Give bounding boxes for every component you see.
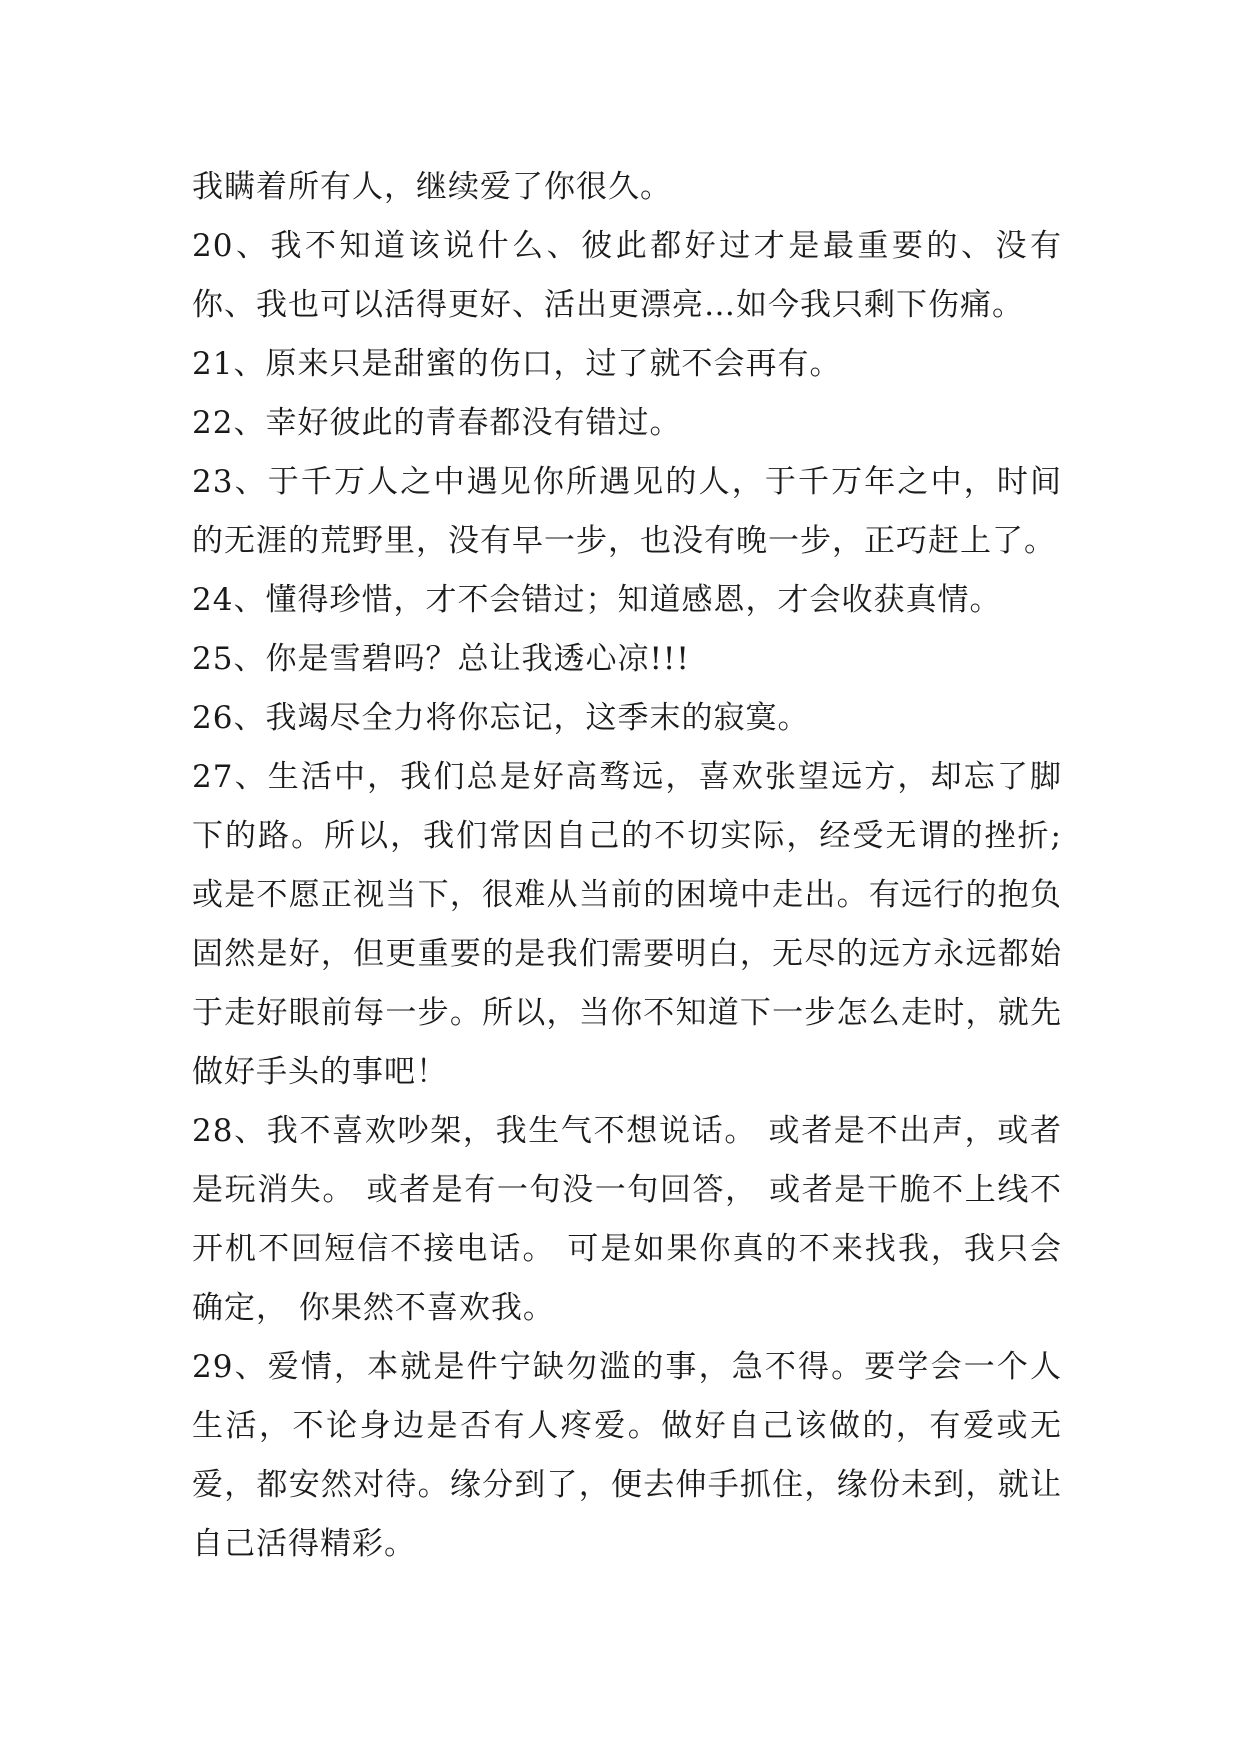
paragraph-23: 23、于千万人之中遇见你所遇见的人，于千万年之中，时间的无涯的荒野里，没有早一步，也没有晚一步，正巧赶上了。 (192, 464, 1062, 559)
paragraph-28: 28、我不喜欢吵架，我生气不想说话。 或者是不出声，或者是玩消失。 或者是有一句没一句回答， 或者是干脆不上线不开机不回短信不接电话。 可是如果你真的不来找我，我只会确定， 你果然不喜欢我。 (192, 1113, 1062, 1326)
paragraph-21: 21、原来只是甜蜜的伤口，过了就不会再有。 (192, 346, 842, 382)
paragraph-27: 27、生活中，我们总是好高骛远，喜欢张望远方，却忘了脚下的路。所以，我们常因自己的不切实际，经受无谓的挫折;或是不愿正视当下，很难从当前的困境中走出。有远行的抱负固然是好，但更重要的是我们需要明白，无尽的远方永远都始于走好眼前每一步。所以，当你不知道下一步怎么走时，就先做好手头的事吧！ (192, 759, 1062, 1090)
paragraph-intro: 我瞒着所有人，继续爱了你很久。 (192, 169, 672, 205)
document-page (192, 158, 1062, 1574)
paragraph-26: 26、我竭尽全力将你忘记，这季末的寂寞。 (192, 700, 810, 736)
paragraph-29: 29、爱情，本就是件宁缺勿滥的事，急不得。要学会一个人生活，不论身边是否有人疼爱。做好自己该做的，有爱或无爱，都安然对待。缘分到了，便去伸手抓住，缘份未到，就让自己活得精彩。 (192, 1349, 1062, 1562)
paragraph-25: 25、你是雪碧吗？总让我透心凉!!! (192, 641, 690, 677)
paragraph-20: 20、我不知道该说什么、彼此都好过才是最重要的、没有你、我也可以活得更好、活出更漂亮…如今我只剩下伤痛。 (192, 228, 1062, 323)
paragraph-22: 22、幸好彼此的青春都没有错过。 (192, 405, 682, 441)
paragraph-24: 24、懂得珍惜，才不会错过；知道感恩，才会收获真情。 (192, 582, 1002, 618)
